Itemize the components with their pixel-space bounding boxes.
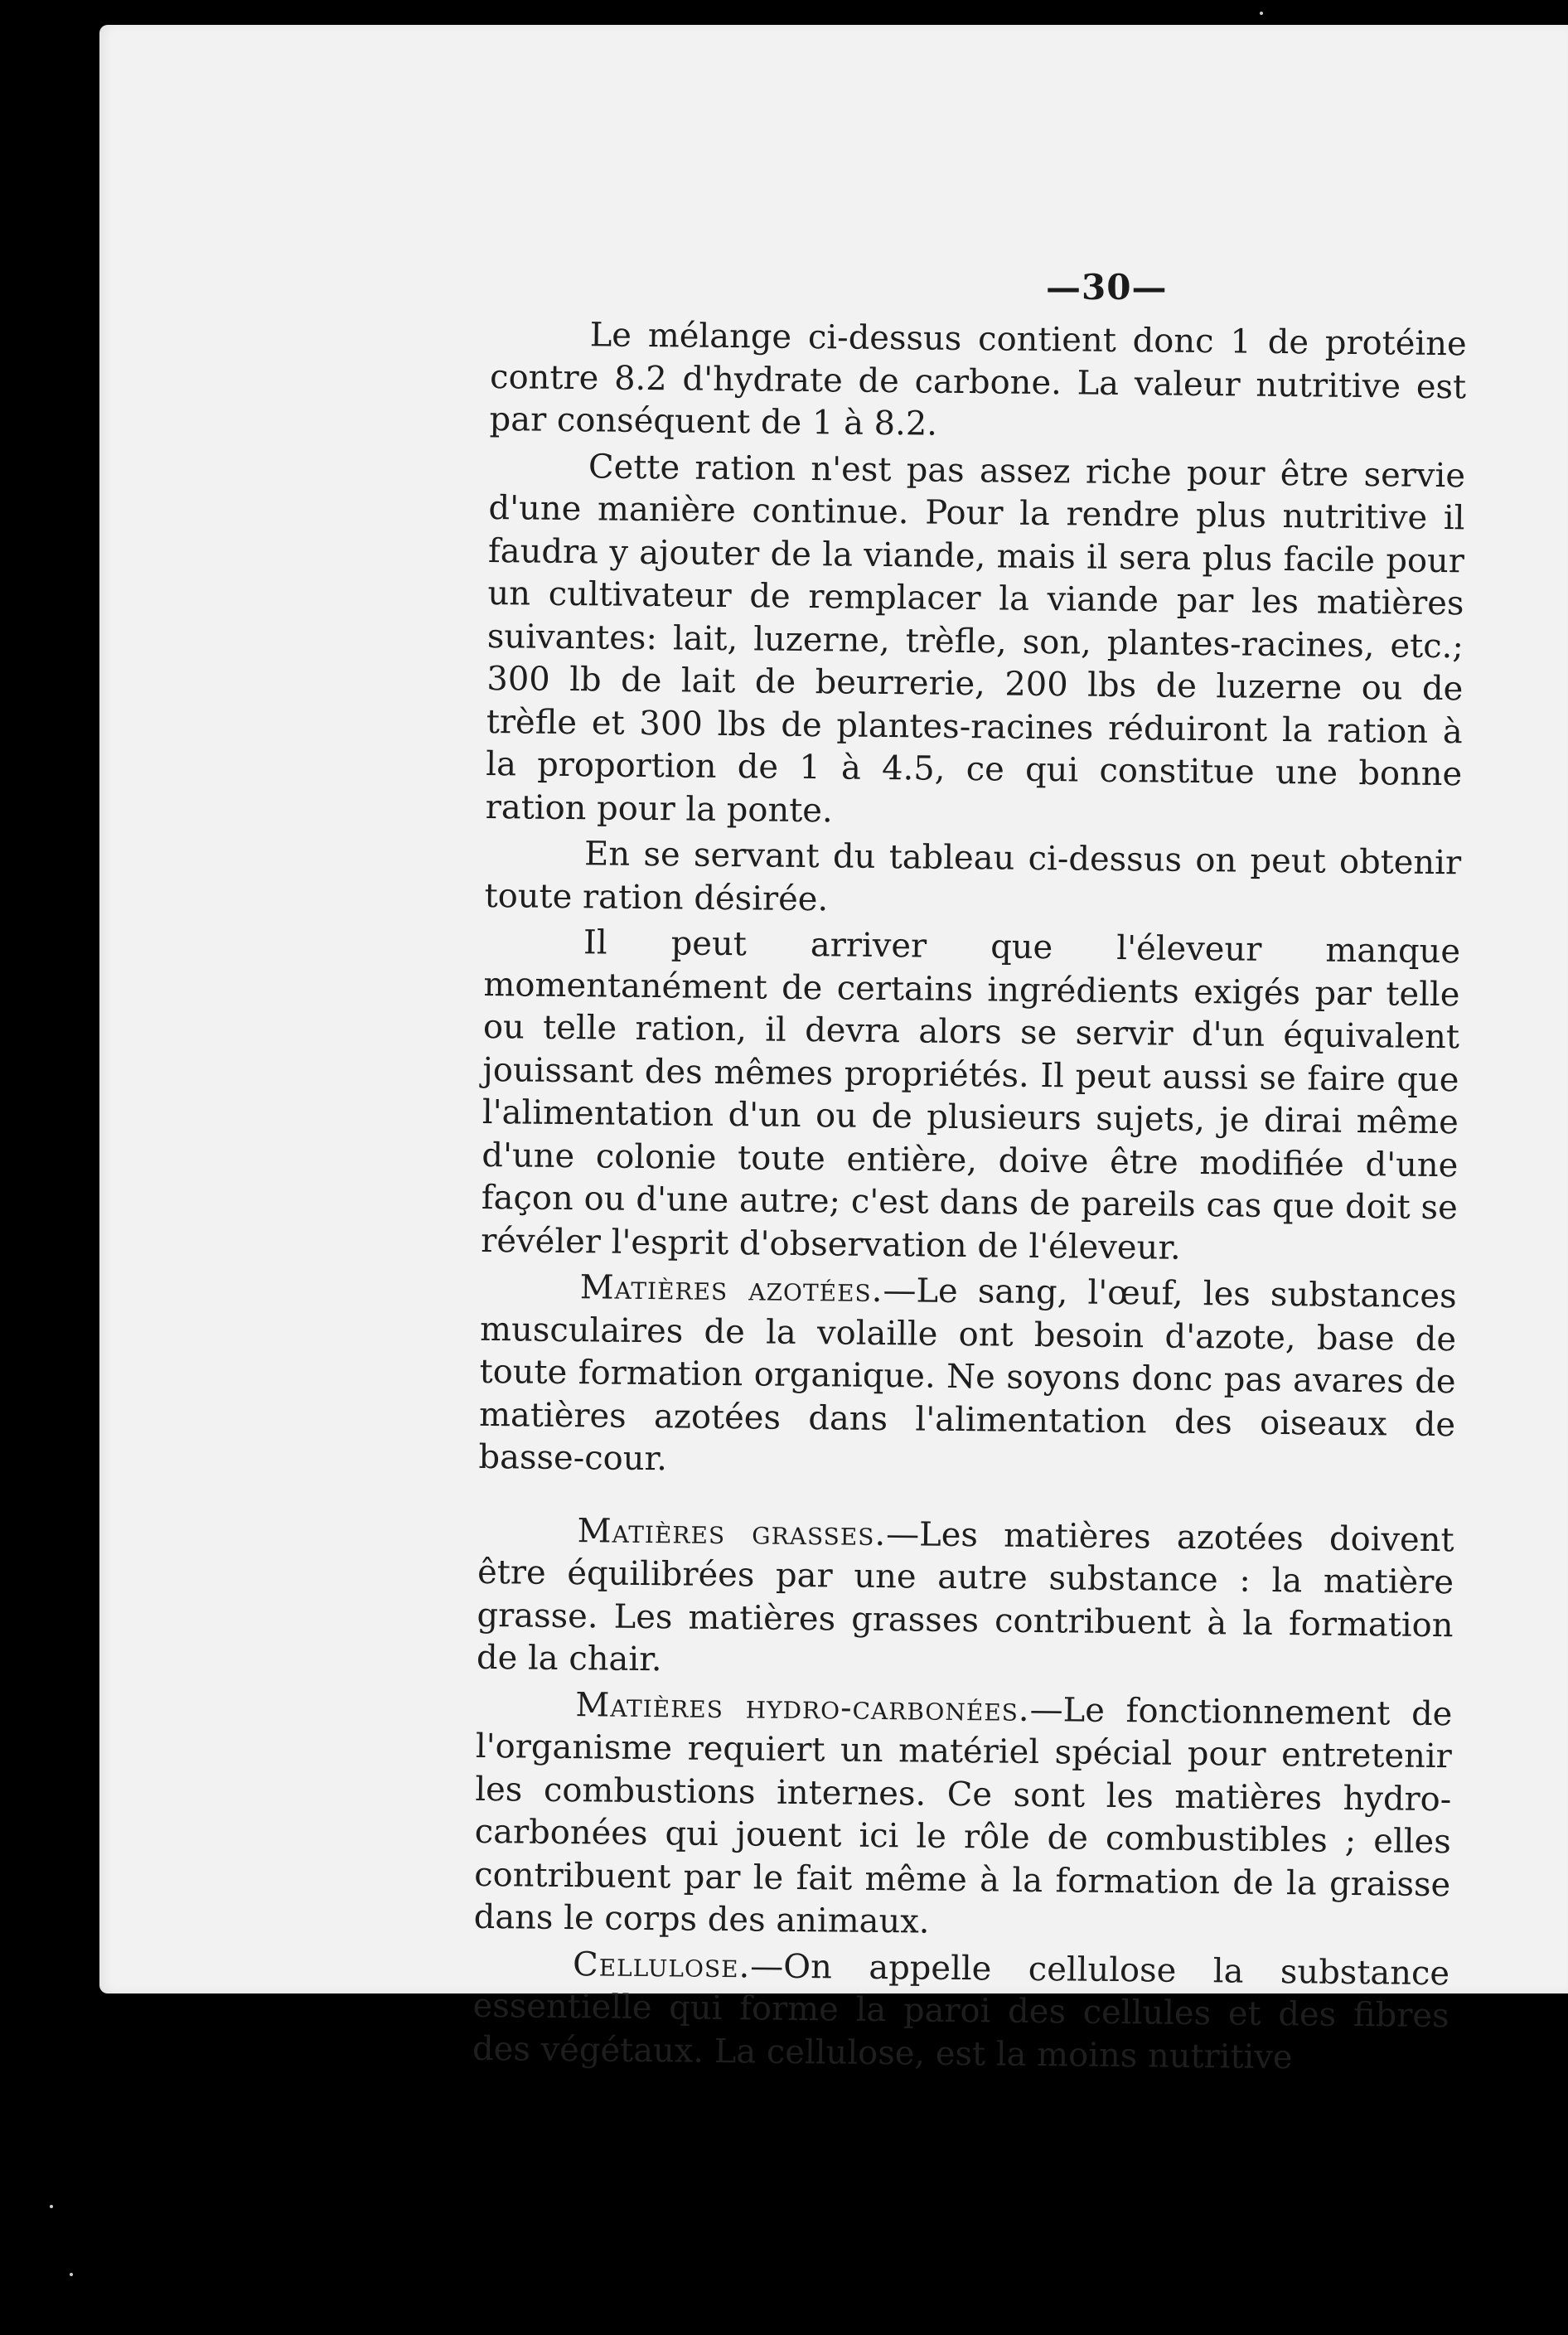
page-text [472, 313, 1467, 2081]
paragraph [477, 1509, 1454, 1689]
paragraph [472, 1942, 1450, 2081]
paragraph-text: —On appelle cellulose la substance essentielle qui forme la paroi des cellules et des fibres des végétaux. La cellulose, est la moins nutritive [472, 1946, 1450, 2076]
section-heading: Cellulose. [572, 1945, 751, 1985]
section-heading: Matières grasses. [577, 1511, 887, 1553]
paragraph [473, 1683, 1452, 1949]
paragraph-text: —Le fonctionnement de l'organisme requiert un matériel spécial pour entretenir les combustions internes. Ce sont les matières hydro-carbonées qui jouent ici le rôle de combustibles ; elles contribuent par le fait même à la formation de la graisse dans le corps des animaux. [473, 1690, 1453, 1941]
paragraph-text: Il peut arriver que l'éleveur manque momentanément de certains ingrédients exigés par telle ou telle ration, il devra alors se servir d'un équivalent jouissant des mêmes propriétés. Il peut aussi se faire que l'alimentation d'un ou de plusieurs sujets, je dirai même d'une colonie toute entière, doive être modifiée d'une façon ou d'une autre; c'est dans de pareils cas que doit se révéler l'esprit d'observation de l'éleveur. [481, 923, 1461, 1267]
paragraph [484, 832, 1461, 928]
paragraph [481, 921, 1460, 1272]
paragraph-text: Le mélange ci-dessus contient donc 1 de protéine contre 8.2 d'hydrate de carbone. La valeur nutritive est par conséquent de 1 à 8.2. [489, 316, 1467, 443]
paragraph-text: En se servant du tableau ci-dessus on peut obtenir toute ration désirée. [484, 835, 1462, 918]
page-number: —30— [1046, 267, 1168, 308]
paragraph-text: Cette ration n'est pas assez riche pour être servie d'une manière continue. Pour la rendre plus nutritive il faudra y ajouter de la viande, mais il sera plus facile pour un cultivateur de remplacer la viande par les matières suivantes: lait, luzerne, trèfle, son, plantes-racines, etc.; 300 lb de lait de beurrerie, 200 lbs de luzerne ou de trèfle et 300 lbs de plantes-racines réduiront la ration à la proportion de 1 à 4.5, ce qui constitue une bonne ration pour la ponte. [485, 447, 1466, 830]
section-heading: Matières hydro-carbonées. [575, 1685, 1030, 1729]
paragraph-text: —Les matières azotées doivent être équilibrées par une autre substance : la matière grasse. Les matières grasses contribuent à la formation de la chair. [476, 1514, 1454, 1679]
dust-speck [1260, 12, 1263, 15]
paragraph-text: —Le sang, l'œuf, les substances musculaires de la volaille ont besoin d'azote, base de toute formation organique. Ne soyons donc pas avares de matières azotées dans l'alimentation des oiseaux de basse-cour. [478, 1272, 1457, 1479]
paragraph [485, 444, 1465, 839]
section-heading: Matières azotées. [579, 1268, 883, 1310]
paragraph [478, 1266, 1457, 1490]
dust-speck [70, 2273, 73, 2276]
paragraph [489, 313, 1467, 452]
dust-speck [50, 2205, 53, 2208]
